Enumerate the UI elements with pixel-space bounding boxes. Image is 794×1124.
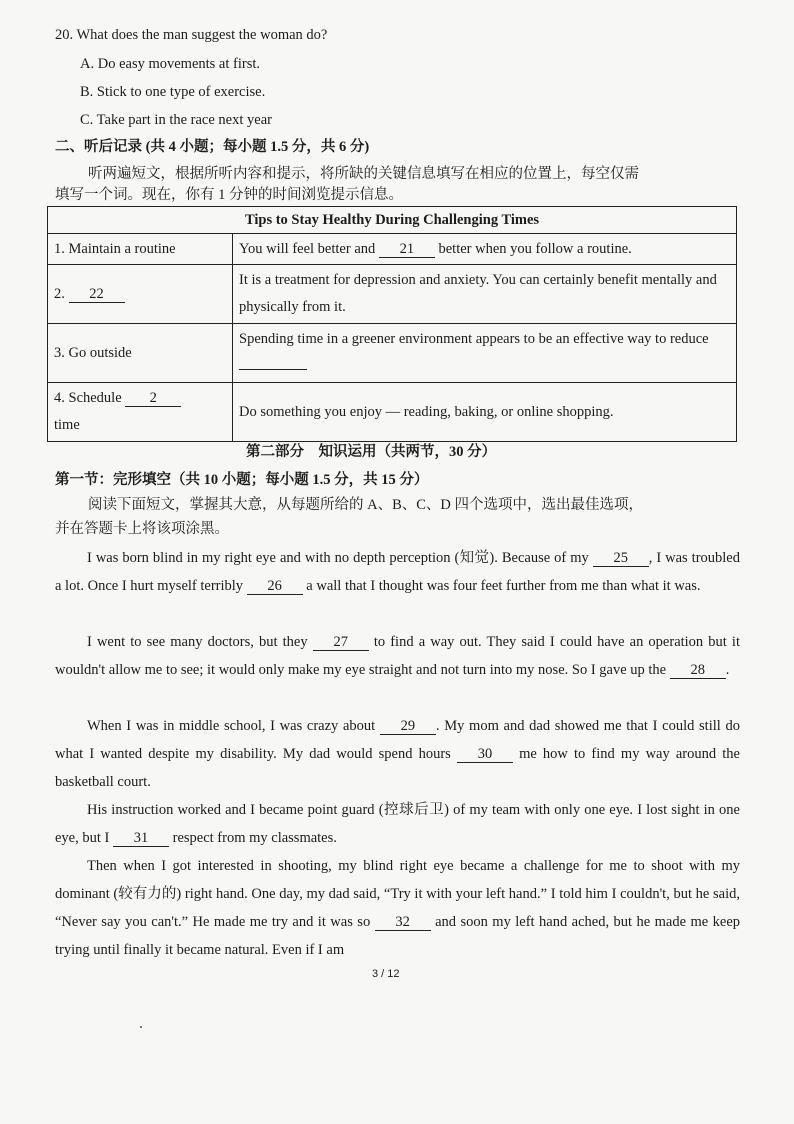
row4-left-b: time bbox=[54, 417, 80, 433]
blank-30: 30 bbox=[457, 747, 513, 763]
section2-instruction-2: 填写一个词。现在，你有 1 分钟的时间浏览提示信息。 bbox=[55, 187, 403, 203]
q20-stem: 20. What does the man suggest the woman do? bbox=[55, 27, 328, 43]
blank-28: 28 bbox=[670, 663, 726, 679]
tips-table-title: Tips to Stay Healthy During Challenging Times bbox=[48, 207, 737, 234]
p5-text-a: Then when I got interested in shooting, my blind right eye became a challenge for me to shoot with my dominant (较有力的) right hand. One day, my dad said, “Try it with your left hand.” I told him I couldn't, but he said, “Never say you can't.” He made me try and it was so bbox=[55, 858, 740, 930]
passage-paragraph-4 bbox=[55, 796, 740, 852]
p3-text-a: When I was in middle school, I was crazy about bbox=[87, 718, 380, 734]
blank-31: 31 bbox=[113, 831, 169, 847]
p5-text-b: and soon my left hand ached, but he made me keep trying until finally it became natural. Even if I am bbox=[55, 914, 741, 958]
p3-text-b: . My mom and dad showed me that I could still do what I wanted despite my disability. My dad would spend hours bbox=[55, 718, 740, 762]
row4-right: Do something you enjoy — reading, baking, or online shopping. bbox=[233, 383, 737, 442]
row4-left-a: 4. Schedule bbox=[54, 390, 126, 406]
p2-text-a: I went to see many doctors, but they bbox=[87, 634, 313, 650]
row1-right bbox=[233, 234, 737, 265]
part2-instruction-1: 阅读下面短文，掌握其大意，从每题所给的 A、B、C、D 四个选项中，选出最佳选项， bbox=[88, 497, 644, 513]
blank-32: 32 bbox=[375, 915, 431, 931]
p1-text-b: , I was troubled a lot. Once I hurt myself terribly bbox=[55, 550, 740, 594]
p4-text-b: respect from my classmates. bbox=[168, 830, 337, 846]
page-number: 3 / 12 bbox=[372, 968, 400, 980]
blank-24: 2 bbox=[125, 391, 181, 407]
p4-text-a: His instruction worked and I became point guard (控球后卫) of my team with only one eye. I lost sight in one eye, but I bbox=[55, 802, 740, 846]
section2-title: 二、听后记录 (共 4 小题；每小题 1.5 分，共 6 分) bbox=[55, 139, 370, 155]
q20-option-a: A. Do easy movements at first. bbox=[80, 56, 261, 72]
row2-left bbox=[48, 265, 233, 324]
passage-paragraph-3 bbox=[55, 712, 740, 796]
part2-section1-title: 第一节：完形填空（共 10 小题；每小题 1.5 分，共 15 分） bbox=[55, 472, 429, 488]
blank-25: 25 bbox=[593, 551, 649, 567]
row1-left: 1. Maintain a routine bbox=[48, 234, 233, 265]
row1-text-a: You will feel better and bbox=[239, 241, 379, 257]
p2-text-c: . bbox=[725, 662, 730, 678]
part2-instruction-2: 并在答题卡上将该项涂黑。 bbox=[55, 521, 229, 537]
blank-27: 27 bbox=[313, 635, 369, 651]
q20-option-c: C. Take part in the race next year bbox=[80, 112, 272, 128]
blank-21: 21 bbox=[379, 242, 435, 258]
q20-option-b: B. Stick to one type of exercise. bbox=[80, 84, 266, 100]
row2-left-label: 2. bbox=[54, 286, 69, 302]
p1-text-c: a wall that I thought was four feet further from me than what it was. bbox=[302, 578, 701, 594]
blank-22: 22 bbox=[69, 287, 125, 303]
row3-left: 3. Go outside bbox=[48, 324, 233, 383]
blank-26: 26 bbox=[247, 579, 303, 595]
passage-paragraph-5 bbox=[55, 852, 740, 964]
p2-text-b: to find a way out. They said I could have an operation but it wouldn't allow me to see; it would only make my eye straight and not turn into my nose. So I gave up the bbox=[55, 634, 740, 678]
scan-speck bbox=[140, 1026, 142, 1028]
section2-instruction-1: 听两遍短文，根据所听内容和提示，将所缺的关键信息填写在相应的位置上，每空仅需 bbox=[88, 166, 639, 182]
blank-29: 29 bbox=[380, 719, 436, 735]
row3-right bbox=[233, 324, 737, 383]
passage-paragraph-2 bbox=[55, 628, 740, 684]
p3-text-c: me how to find my way around the basketball court. bbox=[55, 746, 740, 790]
row3-text: Spending time in a greener environment appears to be an effective way to reduce bbox=[239, 331, 709, 347]
row1-text-b: better when you follow a routine. bbox=[434, 241, 632, 257]
row4-left bbox=[48, 383, 233, 442]
blank-23 bbox=[239, 369, 307, 370]
tips-table bbox=[47, 206, 737, 442]
passage-paragraph-1 bbox=[55, 544, 740, 600]
p1-text-a: I was born blind in my right eye and with no depth perception (知觉). Because of my bbox=[87, 550, 593, 566]
part2-title: 第二部分 知识运用（共两节，30 分） bbox=[246, 444, 497, 460]
row2-right: It is a treatment for depression and anxiety. You can certainly benefit mentally and physically from it. bbox=[233, 265, 737, 324]
